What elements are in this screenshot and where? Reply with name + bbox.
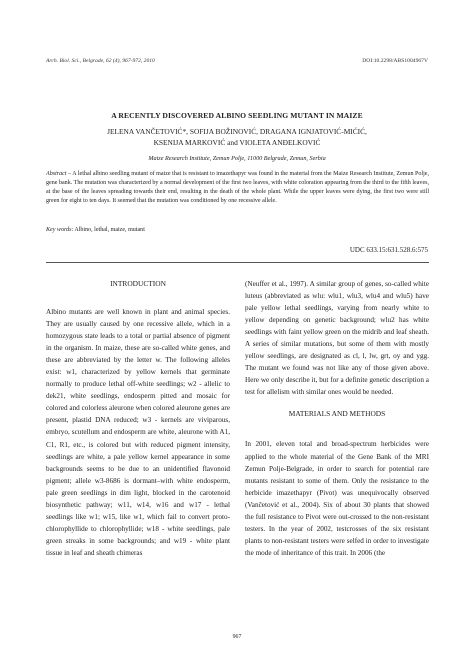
keywords-text: : Albino, lethal, maize, mutant bbox=[71, 227, 145, 233]
abstract bbox=[46, 170, 429, 206]
abstract-text: – A lethal albino seedling mutant of maize that is resistant to imazethapyr was found in the material from the Maize Research Institute, Zemun Polje, gene bank. The mutation was characterized by a normal development of the first two leaves, with white coloration appearing from the third to the fifth leaves, at the base of the leaves spreading towards their end, resulting in the death of the whole plant. While the upper leaves were dying, the first two were still green for eight to ten days. It seemed that the mutation was conditioned by one recessive allele. bbox=[46, 171, 429, 205]
affiliation-text: Maize Research Institute, Zemun Polje, 11000 Belgrade, Zemun, Serbia bbox=[148, 155, 326, 162]
methods-text: In 2001, eleven total and broad-spectrum herbicides were applied to the whole material of the Gene Bank of the MRI Zemun Polje-Belgrade, in order to search for potential rare mutants resistant to some of them. Only the resistance to the herbicide imazethapyr (Pivot) was unequivocally observed (Vančetović et al., 2004). Six of about 30 plants that showed the full resistance to Pivot were out-crossed to the non-resistant testers. In the year of 2002, testcrosses of the six resistant plants to non-resistant testers were selfed in order to investigate the mode of inheritance of this trait. In 2006 (the bbox=[245, 440, 429, 557]
introduction-heading: INTRODUCTION bbox=[110, 279, 166, 288]
udc-code: UDC 633.15:631.528.6:575 bbox=[349, 246, 428, 254]
header-divider bbox=[46, 262, 429, 263]
abstract-label: Abstract bbox=[46, 171, 67, 177]
methods-heading: MATERIALS AND METHODS bbox=[288, 409, 386, 419]
authors-line-1: JELENA VANČETOVIĆ*, SOFIJA BOŽINOVIĆ, DRAGANA IGNJATOVIĆ-MIĆIĆ, bbox=[107, 127, 367, 136]
page-number: 967 bbox=[232, 634, 242, 640]
left-column bbox=[46, 278, 230, 559]
paper-title: A RECENTLY DISCOVERED ALBINO SEEDLING MUTANT IN MAIZE bbox=[111, 111, 363, 120]
affiliation bbox=[46, 155, 428, 162]
keywords-label: Key words bbox=[46, 227, 72, 233]
doi-label: DOI:10.2298/ABS1004967V bbox=[362, 58, 428, 64]
authors-line-2: KSENIJA MARKOVIĆ and VIOLETA ANĐELKOVIĆ bbox=[153, 138, 321, 147]
introduction-continuation: (Neuffer et al., 1997). A similar group of genes, so-called white luteus (abbreviated as wlu: wlu1, wlu3, wlu4 and wlu5) have pale yellow lethal seedlings, varying from nearly white to yellow depending on genetic background; wlu2 has white seedlings with faint yellow green on the midrib and leaf sheath. A series of similar mutations, but some of them with mostly yellow seedlings, are designated as cl, l, lw, grt, oy and ygg. The mutant we found was not like any of those given above. Here we only describe it, but for a definite genetic description a test for allelism with similar ones would be needed. bbox=[245, 280, 429, 397]
keywords bbox=[46, 227, 429, 233]
introduction-text: Albino mutants are well known in plant and animal species. They are usually caused by one recessive allele, which in a homozygous state leads to a total or partial absence of pigment in the organism. In maize, these are so-called white genes, and these are abbreviated by the letter w. The following alleles exist: w1, characterized by yellow kernels that germinate normally to produce lethal off-white seedlings; w2 - allelic to dek21, white seedlings, endosperm pitted and mosaic for colored and colorless aleurone when colored aleurone genes are present, plastid DNA reduced; w3 - kernels are viviparous, embryo, scutellum and endosperm are white, aleurone with A1, C1, R1, etc., is colored but with reduced pigment intensity, seedlings are white, a pale yellow kernel appearance in some backgrounds seems to be due to an unidentified flavonoid pigment; allele w3-8686 is dormant–with white endosperm, pale green seedlings in dim light, blocked in the carotenoid biosynthetic pathway; w11, w14, w16 and w17 - lethal seedlings like w1; w15, like w1, which fail to convert proto-chlorophyllide to chlorophyllide; w18 - white seedlings, pale green streaks in some backgrounds; and w19 - white plant tissue in leaf and sheath chimeras bbox=[46, 308, 230, 557]
right-column bbox=[245, 278, 429, 559]
author-list bbox=[46, 126, 428, 148]
journal-citation: Arch. Biol. Sci., Belgrade, 62 (4), 967-972, 2010 bbox=[46, 58, 155, 64]
